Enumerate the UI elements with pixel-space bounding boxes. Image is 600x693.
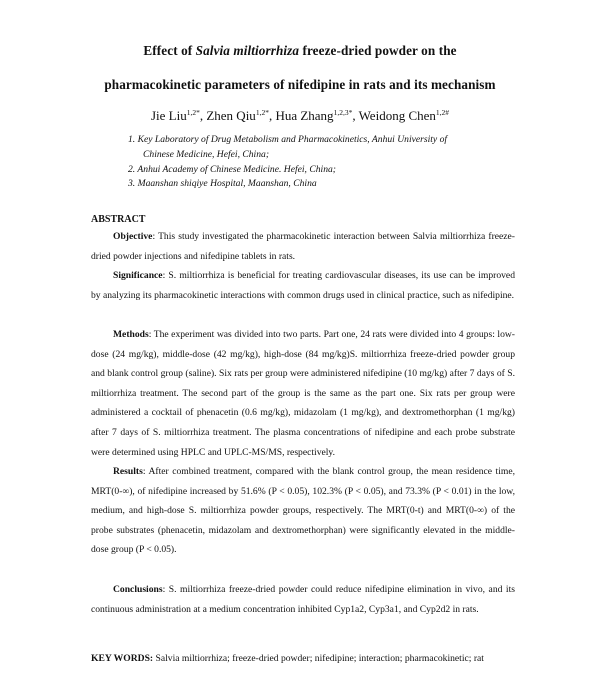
author-list: Jie Liu$^{1,2*}$, Zhen Qiu$^{1,2*}$, Hua Zhang$^{1,2,3*}$, Weidong Chen$^{1,2\#}$ (150, 108, 450, 123)
author-name: Zhen Qiu (206, 108, 256, 123)
affiliation-1-line-2: Chinese Medicine, Hefei, China; (143, 148, 270, 160)
author-superscript: 1,2# (435, 108, 450, 117)
title-species: Salvia miltiorrhiza (195, 43, 300, 58)
affiliation-3: 3. Maanshan shiqiye Hospital, Maanshan, China (128, 178, 317, 189)
methods-paragraph (91, 325, 515, 462)
conclusions-text: : S. miltiorrhiza freeze-dried powder could reduce nifedipine elimination in vivo, and its continuous administration at a medium concentration inhibited Cyp1a2, Cyp3a1, and Cyp2d2 in rats. (91, 584, 515, 615)
methods-label: Methods (113, 329, 149, 340)
results-paragraph (91, 462, 515, 560)
keywords-text: Salvia miltiorrhiza; freeze-dried powder; nifedipine; interaction; pharmacokinetic; rat (153, 653, 484, 664)
results-text: : After combined treatment, compared with the blank control group, the mean residence time, MRT(0-∞), of nifedipine increased by 51.6% (P < 0.05), 102.3% (P < 0.05), and 73.3% (P < 0.01) in the low, medium, and high-dose S. miltiorrhiza powder groups, respectively. The MRT(0-t) and MRT(0-∞) of the probe substrates (phenacetin, midazolam and dextromethorphan) were significantly elevated in the middle-dose group (P < 0.05). (91, 466, 515, 556)
keywords-paragraph (91, 649, 515, 669)
results-label: Results (113, 466, 143, 477)
affiliation-2: 2. Anhui Academy of Chinese Medicine. Hefei, China; (128, 164, 336, 175)
paper-title-line-2: pharmacokinetic parameters of nifedipine in rats and its mechanism (104, 77, 496, 92)
affiliation-1 (128, 133, 528, 162)
significance-paragraph (91, 266, 515, 305)
paper-title-line-1 (0, 43, 600, 59)
significance-text: : S. miltiorrhiza is beneficial for treating cardiovascular diseases, its use can be improved by analyzing its pharmacokinetic interactions with common drugs used in clinical practice, such as nifedipine. (91, 270, 515, 301)
author-superscript: 1,2* (255, 108, 269, 117)
author-name: Hua Zhang (275, 108, 334, 123)
author-name: Weidong Chen (358, 108, 436, 123)
author-name: Jie Liu (150, 108, 187, 123)
conclusions-paragraph (91, 580, 515, 619)
author-superscript: 1,2* (186, 108, 200, 117)
conclusions-label: Conclusions (113, 584, 163, 595)
keywords-label: KEY WORDS: (91, 653, 154, 664)
objective-paragraph (91, 227, 515, 266)
methods-text: : The experiment was divided into two parts. Part one, 24 rats were divided into 4 groups: low-dose (24 mg/kg), middle-dose (42 mg/kg), high-dose (84 mg/kg)S. miltiorrhiza freeze-dried powder group and blank control group (saline). Six rats per group were administered nifedipine (10 mg/kg) after 7 days of S. miltiorrhiza treatment. The second part of the group is the same as the part one. Six rats per group were administered a cocktail of phenacetin (0.6 mg/kg), midazolam (1 mg/kg), and dextromethorphan (1 mg/kg) after 7 days of S. miltiorrhiza treatment. The plasma concentrations of nifedipine and each probe substrate were determined using HPLC and UPLC-MS/MS, respectively. (91, 329, 515, 458)
abstract-heading: ABSTRACT (91, 214, 146, 225)
title-suffix: freeze-dried powder on the (299, 43, 457, 58)
objective-text: : This study investigated the pharmacokinetic interaction between Salvia miltiorrhiza freeze-dried powder injections and nifedipine tablets in rats. (91, 231, 515, 262)
author-superscript: 1,2,3* (333, 108, 353, 117)
title-prefix: Effect of (143, 43, 196, 58)
significance-label: Significance (113, 270, 163, 281)
affiliation-1-line-1: 1. Key Laboratory of Drug Metabolism and Pharmacokinetics, Anhui University of (128, 134, 448, 145)
objective-label: Objective (113, 231, 153, 242)
